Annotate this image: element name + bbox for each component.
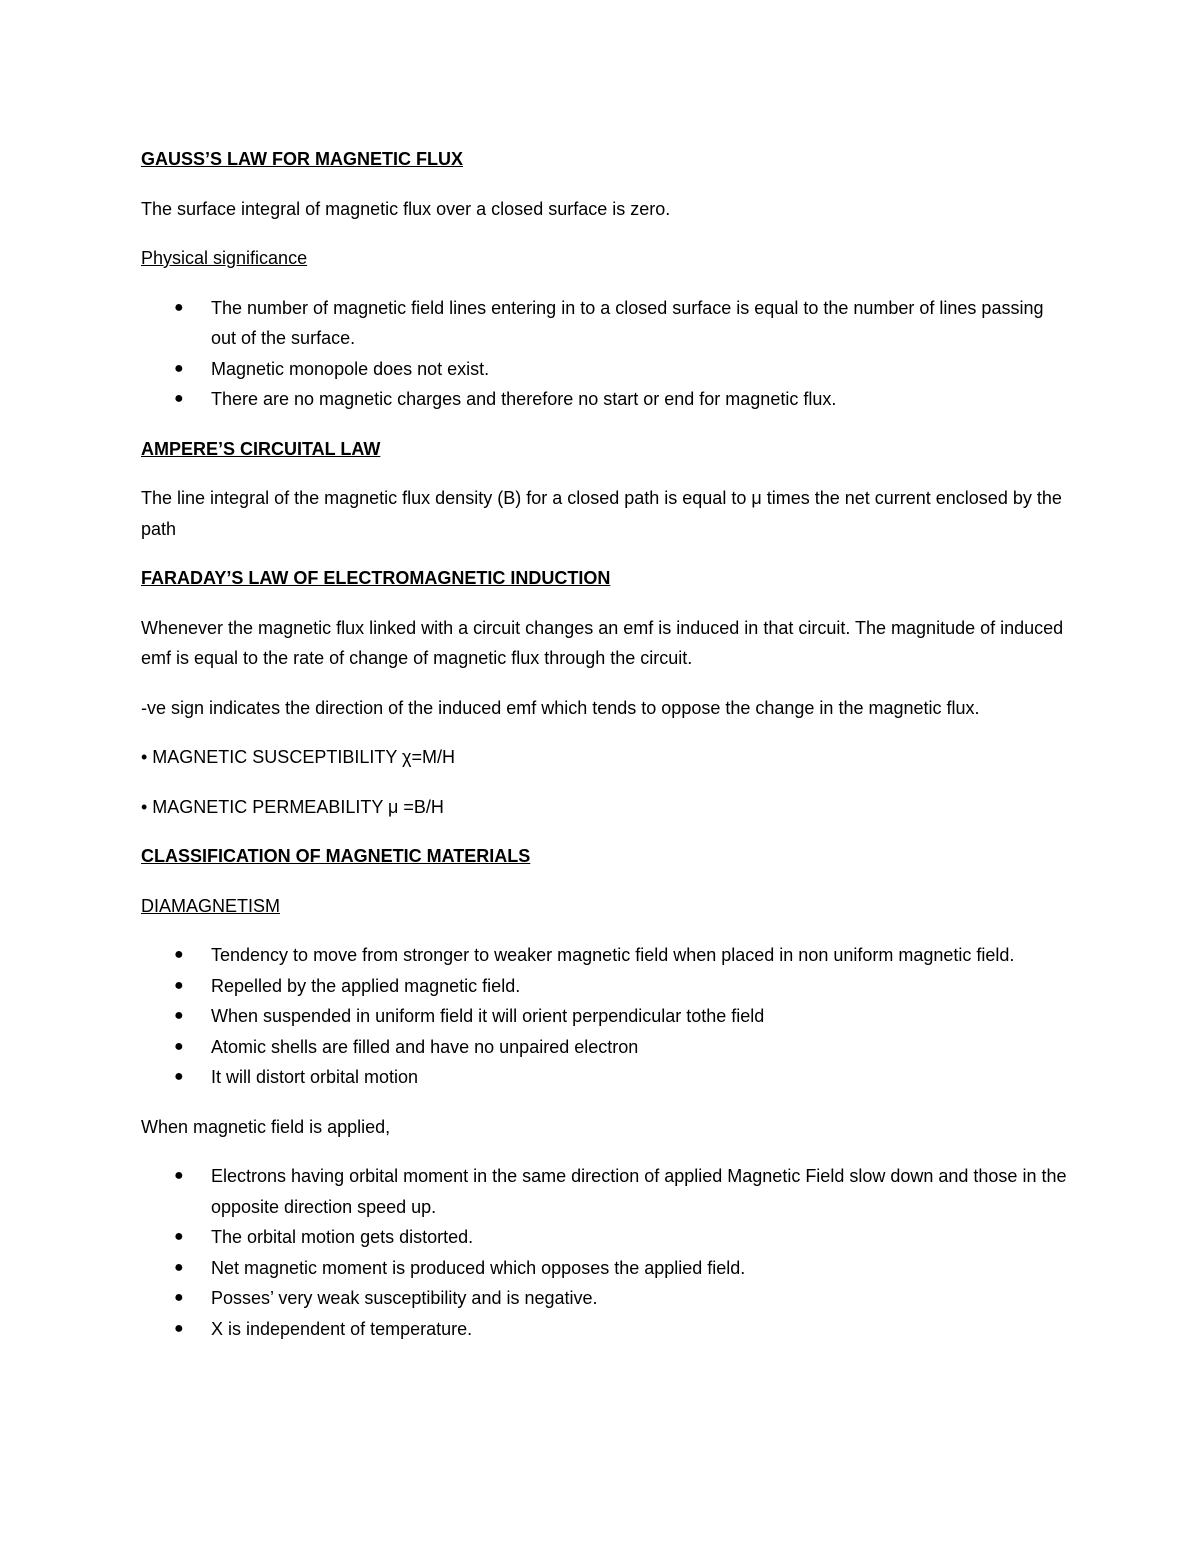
ampere-law-heading: AMPERE’S CIRCUITAL LAW	[141, 438, 381, 459]
magnetic-susceptibility-formula: • MAGNETIC SUSCEPTIBILITY χ=M/H	[141, 747, 455, 767]
list-item	[141, 1314, 1071, 1345]
list-item-text: Atomic shells are filled and have no unpaired electron	[211, 1036, 639, 1057]
bullet-icon: ●	[174, 1289, 184, 1306]
physical-significance-list	[141, 293, 1071, 415]
bullet-icon: ●	[174, 1258, 184, 1276]
faraday-law-heading: FARADAY’S LAW OF ELECTROMAGNETIC INDUCTION	[141, 568, 611, 588]
list-item-text: Repelled by the applied magnetic field.	[211, 975, 521, 996]
list-item	[141, 1222, 1071, 1253]
physical-significance-label: Physical significance	[141, 248, 308, 268]
faraday-law-statement: Whenever the magnetic flux linked with a circuit changes an emf is induced in that circuit. The magnitude of induced emf is equal to the rate of change of magnetic flux through the circuit.	[141, 617, 1064, 668]
bullet-icon: ●	[174, 946, 184, 963]
ampere-law-statement: The line integral of the magnetic flux density (B) for a closed path is equal to μ times the net current enclosed by the path	[141, 488, 1062, 539]
list-item	[141, 1253, 1071, 1284]
bullet-icon: ●	[174, 1068, 184, 1085]
applied-field-list	[141, 1161, 1071, 1344]
magnetic-permeability-formula: • MAGNETIC PERMEABILITY μ =B/H	[141, 796, 444, 817]
gauss-law-statement: The surface integral of magnetic flux over a closed surface is zero.	[141, 198, 671, 219]
bullet-icon: ●	[174, 1319, 184, 1337]
faraday-sign-note: -ve sign indicates the direction of the induced emf which tends to oppose the change in the magnetic flux.	[141, 697, 980, 718]
classification-heading: CLASSIFICATION OF MAGNETIC MATERIALS	[141, 846, 531, 866]
bullet-icon: ●	[174, 1167, 184, 1184]
list-item-text: Posses’ very weak susceptibility and is negative.	[211, 1288, 598, 1308]
list-item	[141, 1001, 1071, 1032]
bullet-icon: ●	[174, 1037, 184, 1055]
list-item-text: There are no magnetic charges and therefore no start or end for magnetic flux.	[211, 389, 837, 409]
list-item-text: Electrons having orbital moment in the same direction of applied Magnetic Field slow down and those in the opposite direction speed up.	[211, 1166, 1067, 1217]
list-item-text: The orbital motion gets distorted.	[211, 1227, 474, 1247]
list-item-text: It will distort orbital motion	[211, 1067, 419, 1087]
list-item	[141, 354, 1071, 385]
list-item	[141, 1161, 1071, 1222]
applied-field-intro: When magnetic field is applied,	[141, 1116, 391, 1137]
document-page	[141, 144, 1071, 1363]
list-item	[141, 1032, 1071, 1063]
list-item-text: Magnetic monopole does not exist.	[211, 358, 490, 379]
bullet-icon: ●	[174, 298, 184, 316]
diamagnetism-label: DIAMAGNETISM	[141, 895, 281, 916]
list-item	[141, 940, 1071, 971]
bullet-icon: ●	[174, 359, 184, 377]
list-item-text: When suspended in uniform field it will orient perpendicular tothe field	[211, 1006, 765, 1026]
list-item-text: The number of magnetic field lines entering in to a closed surface is equal to the number of lines passing out of the surface.	[211, 297, 1044, 348]
bullet-icon: ●	[174, 1007, 184, 1024]
list-item	[141, 384, 1071, 415]
list-item-text: Tendency to move from stronger to weaker magnetic field when placed in non uniform magnetic field.	[211, 945, 1015, 965]
list-item-text: Net magnetic moment is produced which opposes the applied field.	[211, 1257, 746, 1278]
bullet-icon: ●	[174, 390, 184, 407]
list-item	[141, 1283, 1071, 1314]
bullet-icon: ●	[174, 976, 184, 994]
list-item	[141, 1062, 1071, 1093]
gauss-law-heading: GAUSS’S LAW FOR MAGNETIC FLUX	[141, 149, 463, 169]
list-item-text: X is independent of temperature.	[211, 1318, 473, 1339]
list-item	[141, 971, 1071, 1002]
list-item	[141, 293, 1071, 354]
bullet-icon: ●	[174, 1228, 184, 1245]
diamagnetism-list	[141, 940, 1071, 1093]
